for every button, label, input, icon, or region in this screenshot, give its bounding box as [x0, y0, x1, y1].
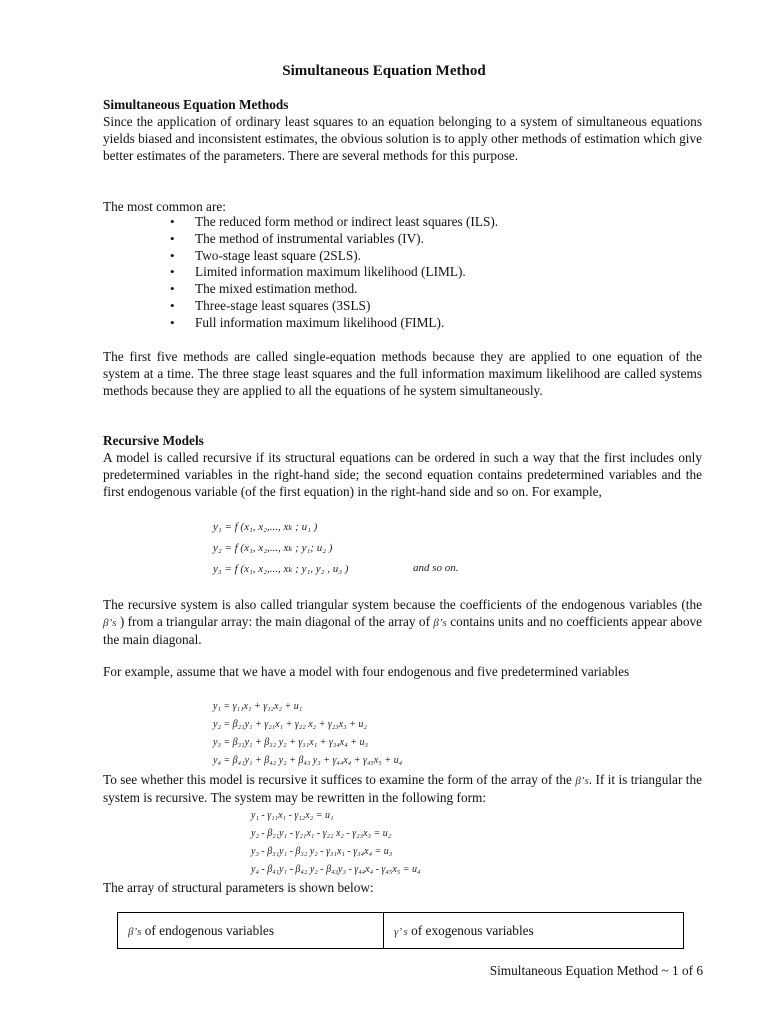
section-heading-methods: Simultaneous Equation Methods	[103, 97, 289, 112]
beta-symbol: β’s	[103, 616, 117, 629]
equation-y3: y₃ = f (x₁, x₂,..., xₖ ; y₁, y₂ , u₃ )	[213, 563, 349, 575]
structural-equation: y₄ = β₄₁y₁ + β₄₂ y₂ + β₄₃ y₃ + γ₄₄x₄ + γ₄₅x₅ + u₄	[213, 755, 403, 766]
methods-list	[170, 214, 498, 332]
list-item: • Limited information maximum likelihood (LIML).	[170, 264, 498, 281]
table-cell-endogenous	[118, 913, 384, 949]
list-item: • Full information maximum likelihood (FIML).	[170, 315, 498, 332]
beta-symbol: β’s	[128, 925, 142, 938]
triangular-text-c: contains units and no coefficients appear above the main diagonal.	[103, 613, 703, 647]
check-text-b: . If it is triangular the system is recursive. The system may be rewritten in the following form:	[103, 772, 702, 805]
structural-equation: y₂ = β₂₁y₁ + γ₂₁x₁ + γ₂₂ x₂ + γ₂₃x₃ + u₂	[213, 719, 367, 730]
structural-equation: y₁ = γ₁₁x₁ + γ₁₂x₂ + u₁	[213, 701, 303, 712]
check-text-a: To see whether this model is recursive it suffices to examine the form of the array of the	[103, 772, 572, 787]
and-so-on-note: and so on.	[413, 562, 459, 574]
common-intro: The most common are:	[103, 199, 226, 214]
table-row	[118, 913, 684, 949]
equation-y1: y₁ = f (x₁, x₂,..., xₖ ; u₁ )	[213, 521, 318, 533]
beta-symbol: β’s	[575, 775, 589, 787]
table-cell-exogenous	[384, 913, 684, 949]
list-item: • Three-stage least squares (3SLS)	[170, 298, 498, 315]
triangular-text-a: The recursive system is also called triangular system because the coefficients of the endogenous variables (the	[103, 597, 702, 612]
beta-symbol: β’s	[433, 616, 447, 629]
endogenous-label: of endogenous variables	[141, 922, 274, 938]
exogenous-label: of exogenous variables	[407, 922, 534, 938]
paragraph-recursive-check	[103, 772, 702, 807]
paragraph-single-equation: The first five methods are called single-equation methods because they are applied to one equation of the system at a time. The three stage least squares and the full information maximum likelihood are called systems methods because they are applied to all the equations of he system simultaneously.	[103, 349, 702, 398]
rewritten-equation: y₄ - β₄₁y₁ - β₄₂ y₂ - β₄₃y₃ - γ₄₄x₄ - γ₄₅x₅ = u₄	[251, 864, 421, 875]
gamma-symbol: γ’ s	[394, 925, 408, 938]
list-item: • The method of instrumental variables (IV).	[170, 231, 498, 248]
list-item: • The reduced form method or indirect least squares (ILS).	[170, 214, 498, 231]
paragraph-array-intro: The array of structural parameters is shown below:	[103, 880, 374, 895]
paragraph-intro: Since the application of ordinary least squares to an equation belonging to a system of simultaneous equations yields biased and inconsistent estimates, the obvious solution is to apply other methods of estimation which give better estimates of the parameters. There are several methods for this purpose.	[103, 114, 702, 163]
paragraph-triangular	[103, 597, 702, 648]
parameters-table	[117, 912, 684, 949]
page-title: Simultaneous Equation Method	[282, 63, 486, 79]
section-heading-recursive: Recursive Models	[103, 433, 204, 448]
list-item: • Two-stage least square (2SLS).	[170, 248, 498, 265]
structural-equation: y₃ = β₃₁y₁ + β₃₂ y₂ + γ₃₁x₁ + γ₃₄x₄ + u₃	[213, 737, 368, 748]
paragraph-example: For example, assume that we have a model with four endogenous and five predetermined variables	[103, 664, 630, 679]
rewritten-equation: y₁ - γ₁₁x₁ - γ₁₂x₂ = u₁	[251, 810, 334, 821]
list-item: • The mixed estimation method.	[170, 281, 498, 298]
triangular-text-b: ) from a triangular array: the main diagonal of the array of	[119, 613, 431, 629]
page-footer: Simultaneous Equation Method ~ 1 of 6	[489, 963, 703, 978]
equation-y2: y₂ = f (x₁, x₂,..., xₖ ; y₁; u₂ )	[213, 542, 333, 554]
rewritten-equation: y₃ - β₃₁y₁ - β₃₂ y₂ - γ₃₁x₁ - γ₃₄x₄ = u₃	[251, 846, 393, 857]
paragraph-recursive-definition: A model is called recursive if its structural equations can be ordered in such a way that the first includes only predetermined variables in the right-hand side; the second equation contains predetermined variables and the first endogenous variable (of the first equation) in the right-hand side and so on. For example,	[103, 450, 702, 499]
rewritten-equation: y₂ - β₂₁y₁ - γ₂₁x₁ - γ₂₂ x₂ - γ₂₃x₃ = u₂	[251, 828, 392, 839]
